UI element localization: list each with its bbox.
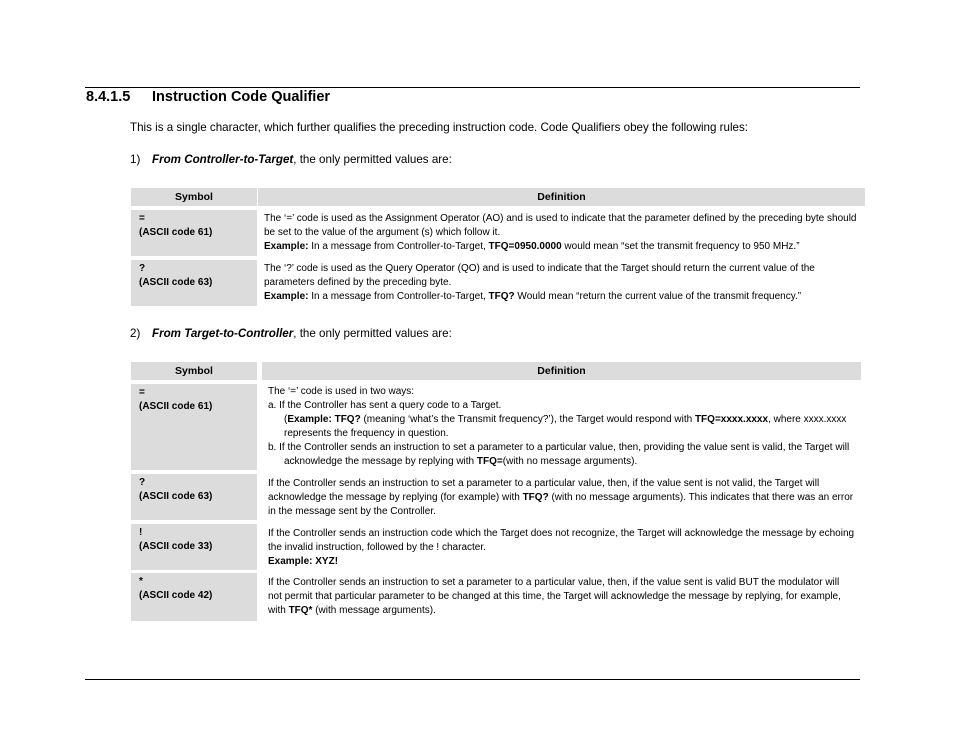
table-row-symbol — [131, 384, 257, 470]
table-row-definition — [258, 260, 865, 306]
table-row-symbol — [131, 524, 257, 570]
definition-example — [268, 413, 855, 441]
table-header-symbol: Symbol — [131, 188, 257, 206]
example-text: , where xxxx.xxxx represents the frequency in question. — [284, 414, 847, 439]
definition-text: If the Controller sends an instruction to set a parameter to a particular value, then, if the value sent is valid BUT the modulator will not permit that particular parameter to be changed at this time, the Target will acknowledge the message by replying, for example, with — [268, 577, 841, 616]
header-rule — [85, 87, 860, 88]
symbol-char: = — [139, 213, 145, 224]
symbol-char: ? — [139, 263, 146, 274]
example-code: TFQ=xxxx.xxxx — [694, 414, 769, 425]
table-row-symbol — [131, 260, 257, 306]
symbol-ascii: (ASCII code 63) — [139, 491, 213, 502]
table-row-definition — [262, 524, 861, 570]
definition-item-b — [268, 441, 855, 469]
example-text: Would mean “return the current value of the transmit frequency.” — [514, 291, 802, 302]
symbol-ascii: (ASCII code 42) — [139, 590, 213, 601]
definition-item-a: a. If the Controller has sent a query code to a Target. — [268, 400, 502, 411]
example-code: TFQ= — [476, 456, 503, 467]
example-text: In a message from Controller-to-Target, — [308, 241, 489, 252]
section-intro: This is a single character, which further qualifies the preceding instruction code. Code Qualifiers obey the following rules: — [130, 121, 749, 134]
definition-text: If the Controller sends an instruction code which the Target does not recognize, the Target will acknowledge the message by echoing the invalid instruction, followed by the ! character. — [268, 528, 855, 553]
symbol-char: ! — [139, 527, 143, 538]
section-number: 8.4.1.5 — [86, 89, 131, 105]
example-text: In a message from Controller-to-Target, — [308, 291, 489, 302]
section-heading — [86, 89, 330, 105]
rule-2 — [130, 327, 452, 340]
table-header-definition: Definition — [262, 362, 861, 380]
rule-1 — [130, 153, 452, 166]
definition-example — [264, 240, 859, 254]
table-row-definition — [258, 210, 865, 256]
symbol-char: = — [139, 387, 145, 398]
item-text: (with no message arguments). — [502, 456, 638, 467]
example-code: TFQ* — [288, 605, 313, 616]
example-label: Example: — [264, 241, 309, 252]
example-text: would mean “set the transmit frequency to 950 MHz.” — [561, 241, 800, 252]
table-row-definition — [262, 384, 861, 470]
table-row-symbol — [131, 474, 257, 520]
table-header-definition: Definition — [258, 188, 865, 206]
section-title: Instruction Code Qualifier — [152, 89, 331, 105]
symbol-char: ? — [139, 477, 146, 488]
symbol-ascii: (ASCII code 61) — [139, 401, 213, 412]
table-row-definition — [262, 573, 861, 621]
symbol-ascii: (ASCII code 63) — [139, 277, 213, 288]
footer-rule — [85, 679, 860, 680]
table-row-definition — [262, 474, 861, 520]
example-code: TFQ=0950.0000 — [488, 241, 562, 252]
rule-text: , the only permitted values are: — [293, 327, 452, 340]
definition-text: The ‘=’ code is used as the Assignment Operator (AO) and is used to indicate that the parameter defined by the preceding byte should be set to the value of the argument (s) which follow it. — [264, 213, 857, 238]
definition-text: (with message arguments). — [312, 605, 436, 616]
definition-example — [264, 290, 859, 304]
definition-text: The ‘=’ code is used in two ways: — [268, 386, 415, 397]
example-text: ( — [284, 414, 288, 425]
example-label: Example: — [264, 291, 309, 302]
symbol-char: * — [139, 576, 143, 587]
definition-text: If the Controller sends an instruction to set a parameter to a particular value, then, if the value sent is not valid, the Target will acknowledge the message by replying (for example) with — [268, 478, 820, 503]
definition-example: Example: XYZ! — [268, 556, 339, 567]
rule-emphasis: From Controller-to-Target — [152, 153, 294, 166]
definition-text: The ‘?’ code is used as the Query Operator (QO) and is used to indicate that the Target should return the current value of the parameters defined by the preceding byte. — [264, 263, 815, 288]
rule-index: 1) — [130, 153, 141, 166]
example-label: Example: TFQ? — [287, 414, 361, 425]
symbol-ascii: (ASCII code 33) — [139, 541, 213, 552]
table-row-symbol — [131, 210, 257, 256]
definition-text: (with no message arguments). This indicates that there was an error in the message sent by the Controller. — [268, 492, 854, 517]
example-text: (meaning ‘what’s the Transmit frequency?’), the Target would respond with — [360, 414, 695, 425]
example-code: TFQ? — [488, 291, 515, 302]
item-text: b. If the Controller sends an instruction to set a parameter to a particular value, then, providing the value sent is valid, the Target will acknowledge the message by replying with — [268, 442, 850, 467]
table-header-symbol: Symbol — [131, 362, 257, 380]
rule-emphasis: From Target-to-Controller — [152, 327, 294, 340]
symbol-ascii: (ASCII code 61) — [139, 227, 213, 238]
rule-text: , the only permitted values are: — [293, 153, 452, 166]
table-row-symbol — [131, 573, 257, 621]
example-code: TFQ? — [522, 492, 549, 503]
rule-index: 2) — [130, 327, 141, 340]
